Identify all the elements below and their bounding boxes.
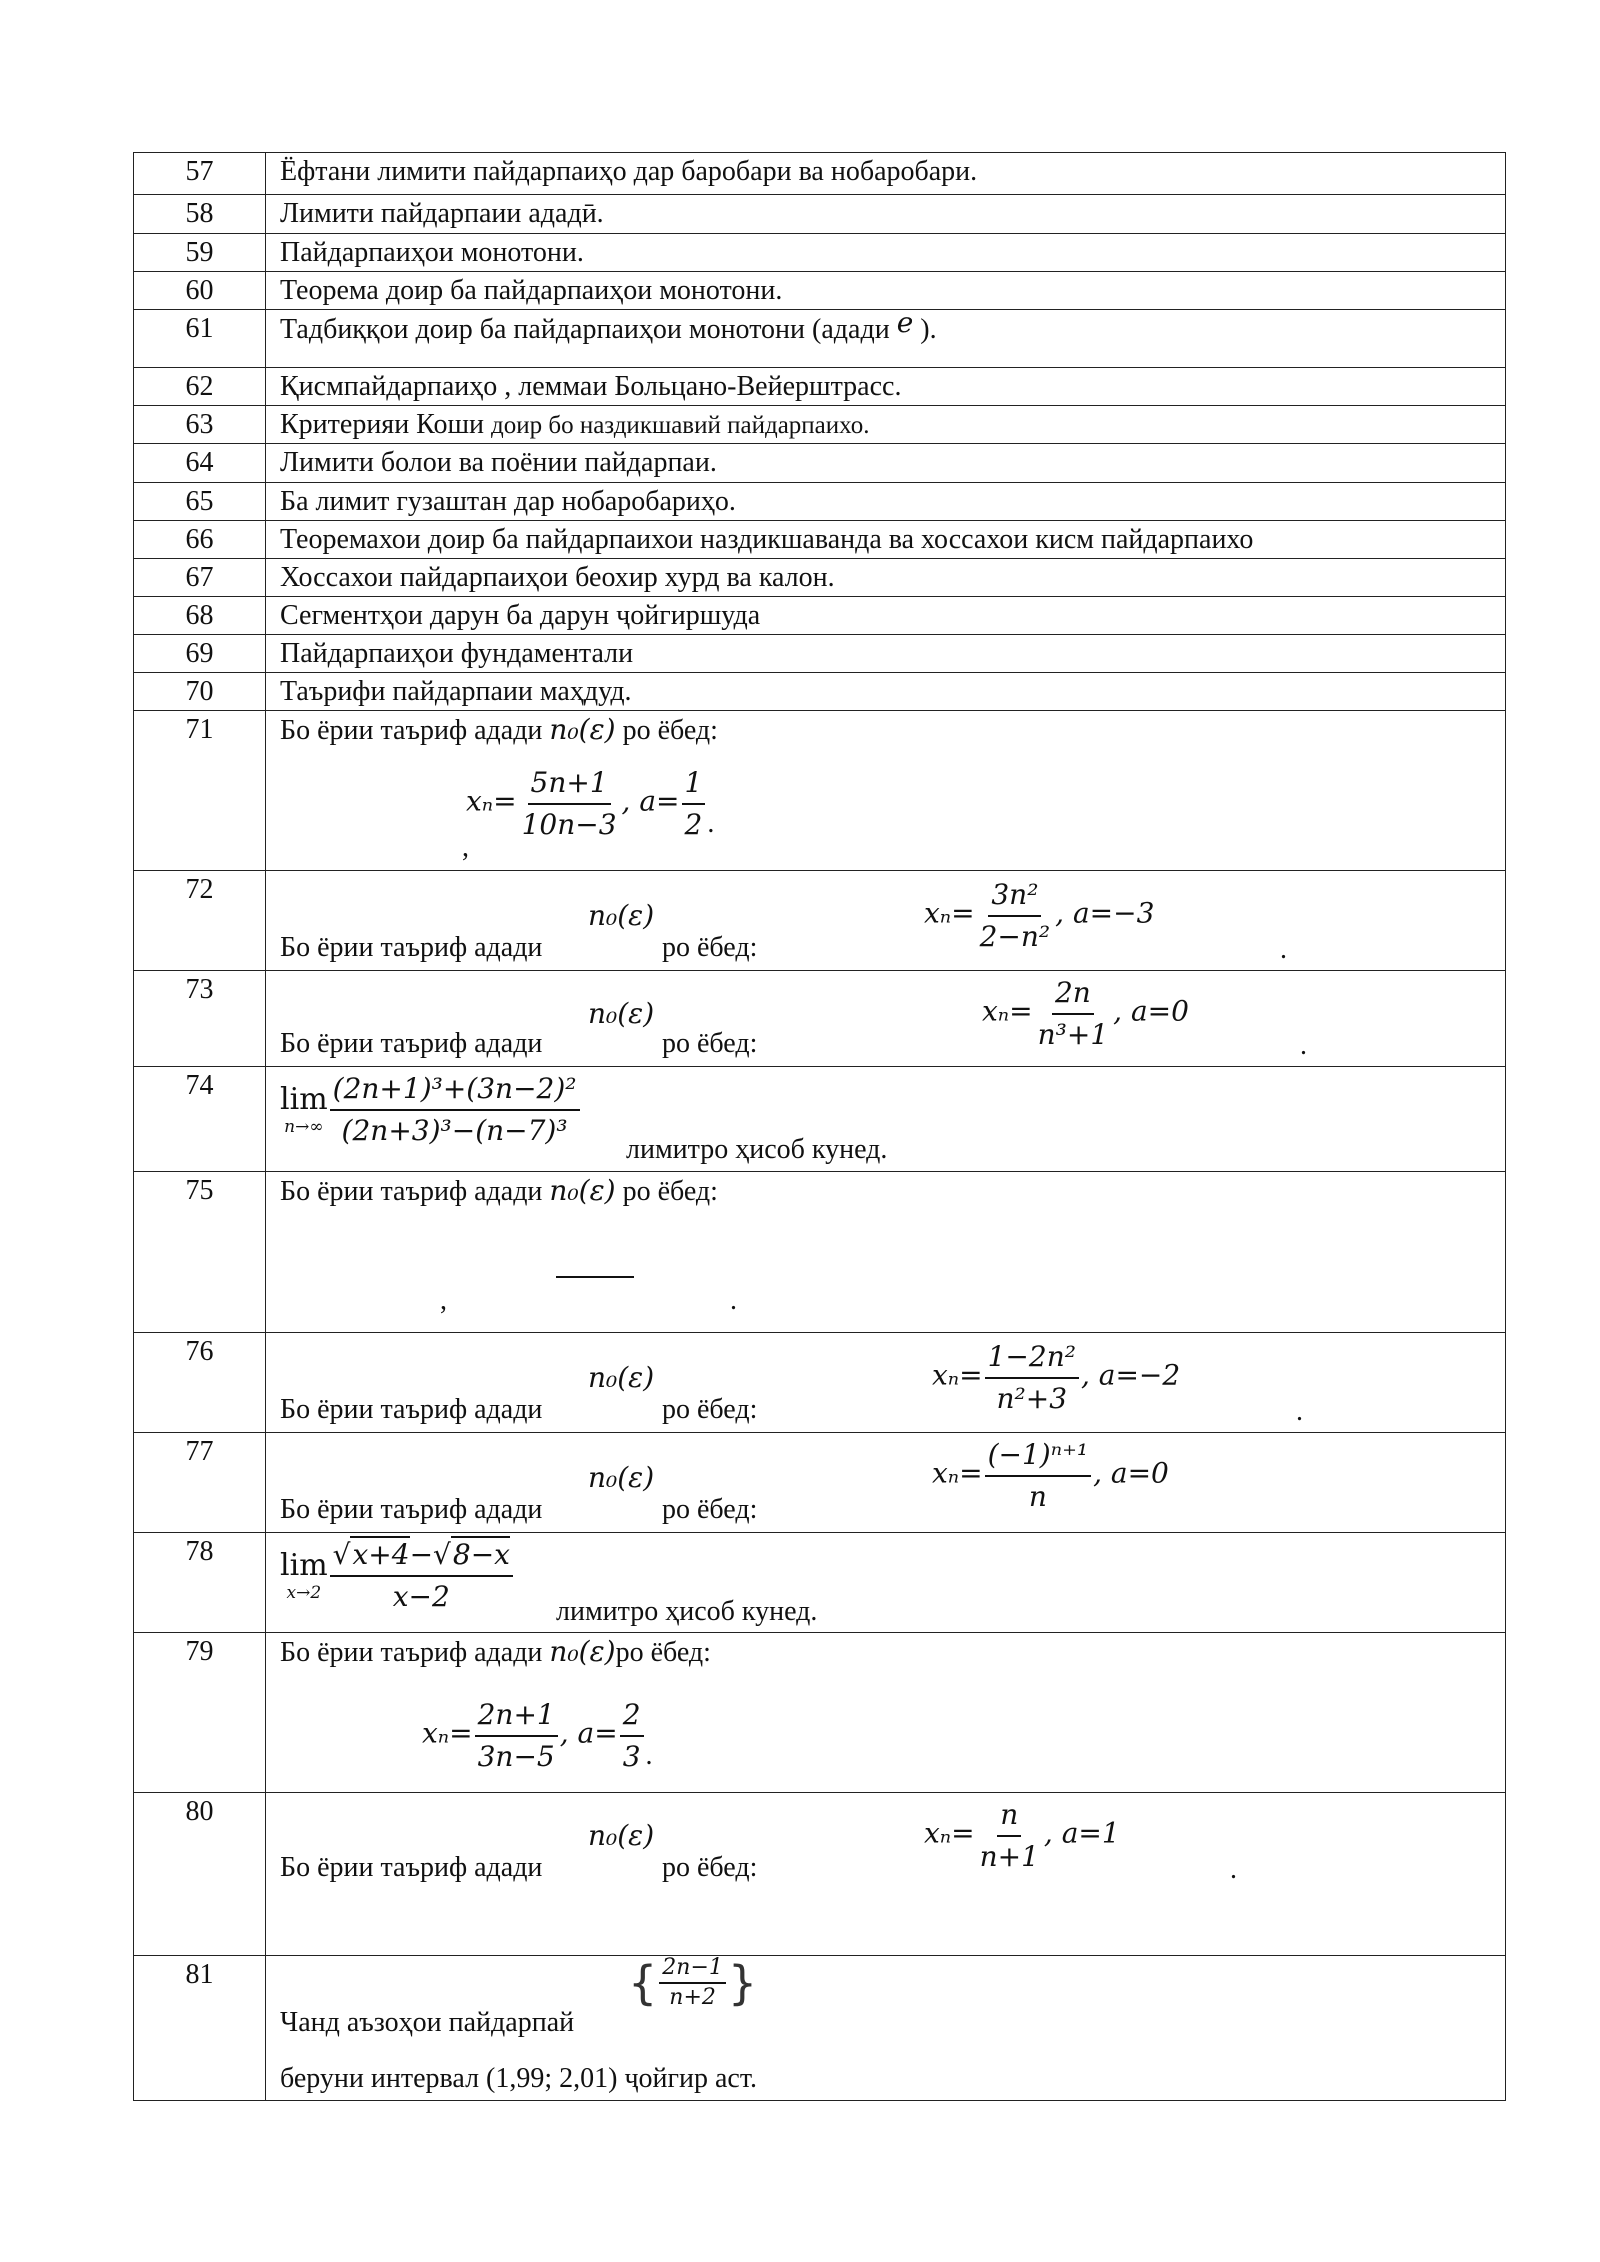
formula-limit: [280, 1069, 582, 1151]
table-row: [134, 1533, 1506, 1633]
row-number: 64: [134, 444, 266, 483]
fraction-denominator: 3n−5: [477, 1740, 555, 1773]
fraction-numerator: n: [997, 1795, 1021, 1837]
row-text: Сегментҳои дарун ба дарун ҷойгиршуда: [266, 597, 1506, 635]
math-n0-eps: n₀(ε): [588, 1461, 655, 1494]
row-text: Ёфтани лимити пайдарпаиҳо дар баробари ва нобаробари.: [266, 153, 1506, 195]
formula-period: .: [1280, 934, 1287, 965]
math-n0-eps: n₀(ε): [549, 713, 616, 746]
row-text: Ба лимит гузаштан дар нобаробариҳо.: [266, 483, 1506, 521]
fraction-denominator: 10n−3: [521, 808, 617, 841]
table-row: [134, 673, 1506, 711]
math-xn-label: xₙ=: [422, 1716, 473, 1750]
task-text-after: ро ёбед:: [662, 1852, 758, 1883]
task-text-after: ро ёбед:: [622, 1176, 718, 1207]
stray-comma: ,: [462, 832, 469, 863]
table-row: [134, 597, 1506, 635]
row-text: [266, 1333, 1506, 1433]
fraction-denominator: 2−n²: [979, 920, 1051, 953]
row-number: 66: [134, 521, 266, 559]
task-text: Бо ёрии таъриф адади: [280, 1028, 543, 1059]
row-text: [266, 1793, 1506, 1956]
row-text: [266, 711, 1506, 871]
table-row: [134, 195, 1506, 234]
task-text: Бо ёрии таъриф адади: [280, 1852, 543, 1883]
row-text-before: Тадбиққои доир ба пайдарпаиҳои монотони (адади: [280, 314, 890, 345]
sqrt-1: x+4: [352, 1538, 410, 1571]
math-xn-label: xₙ=: [924, 896, 975, 930]
formula-xn: [932, 1337, 1180, 1419]
row-number: 70: [134, 673, 266, 711]
row-text: Қисмпайдарпаиҳо , леммаи Больцано-Вейерштрасс.: [266, 368, 1506, 406]
table-row: [134, 1172, 1506, 1333]
row-number: 69: [134, 635, 266, 673]
row-number: 79: [134, 1633, 266, 1793]
math-xn-label: xₙ=: [466, 784, 517, 818]
task-text: Бо ёрии таъриф адади: [280, 1176, 543, 1207]
math-xn-label: xₙ=: [924, 1816, 975, 1850]
math-a-value: , a=−2: [1080, 1358, 1181, 1392]
fraction-numerator: 3n²: [988, 875, 1041, 917]
lim-word: lim: [280, 1548, 328, 1583]
math-n0-eps: n₀(ε): [588, 1361, 655, 1394]
sqrt-2: 8−x: [452, 1538, 510, 1571]
task-text: Бо ёрии таъриф адади: [280, 1494, 543, 1525]
row-text: [266, 971, 1506, 1067]
stray-comma: ,: [440, 1285, 447, 1316]
formula-xn: [422, 1695, 653, 1777]
row-text: Теоремахои доир ба пайдарпаихои наздикшаванда ва хоссахои кисм пайдарпаихо: [266, 521, 1506, 559]
minus-sign: −: [409, 1538, 434, 1571]
task-text: Бо ёрии таъриф адади: [280, 1394, 543, 1425]
row-text-main: Критерияи Коши: [280, 409, 491, 440]
formula-xn: [982, 973, 1189, 1055]
row-number: 65: [134, 483, 266, 521]
math-xn-label: xₙ=: [932, 1456, 983, 1490]
fraction-denominator: n+1: [979, 1840, 1039, 1873]
lim-subscript: n→∞: [284, 1117, 324, 1137]
fraction-denominator: n³+1: [1037, 1018, 1109, 1051]
row-number: 81: [134, 1956, 266, 2101]
task-text-after: ро ёбед:: [662, 1028, 758, 1059]
row-number: 77: [134, 1433, 266, 1533]
row-number: 59: [134, 234, 266, 272]
math-xn-label: xₙ=: [982, 994, 1033, 1028]
table-row: [134, 1433, 1506, 1533]
stray-period: .: [730, 1285, 737, 1316]
row-number: 67: [134, 559, 266, 597]
formula-xn: [924, 875, 1154, 957]
row-text: [266, 1633, 1506, 1793]
fraction-denominator: 2: [684, 808, 703, 841]
brace-left-icon: {: [628, 1956, 658, 2010]
task-text: лимитро ҳисоб кунед.: [556, 1596, 818, 1627]
formula-period: .: [645, 1740, 653, 1772]
lim-word: lim: [280, 1082, 328, 1117]
math-a-value: , a=0: [1093, 1456, 1169, 1490]
math-a-value: , a=1: [1043, 1816, 1120, 1850]
row-text: Хоссахои пайдарпаиҳои беохир хурд ва калон.: [266, 559, 1506, 597]
formula-xn: [924, 1795, 1120, 1877]
task-text: Бо ёрии таъриф адади: [280, 932, 543, 963]
table-row: [134, 521, 1506, 559]
table-row: [134, 406, 1506, 444]
row-number: 62: [134, 368, 266, 406]
table-row: [134, 871, 1506, 971]
problem-table: [133, 152, 1506, 2101]
fraction-numerator: (−1)ⁿ⁺¹: [985, 1435, 1091, 1477]
row-text: [266, 1533, 1506, 1633]
fraction-denominator: x−2: [392, 1580, 450, 1613]
fraction-numerator: 2n: [1052, 973, 1094, 1015]
row-number: 58: [134, 195, 266, 234]
task-text: лимитро ҳисоб кунед.: [626, 1134, 888, 1165]
table-row: [134, 635, 1506, 673]
formula-period: .: [1296, 1396, 1303, 1427]
table-row: [134, 1793, 1506, 1956]
table-row: [134, 310, 1506, 368]
row-text: [266, 406, 1506, 444]
fraction-bar: [556, 1276, 634, 1278]
math-a-value: , a=0: [1113, 994, 1189, 1028]
math-a-label: , a=: [621, 784, 680, 818]
task-text: Бо ёрии таъриф адади: [280, 715, 543, 746]
task-text-after: ро ёбед:: [622, 715, 718, 746]
row-number: 72: [134, 871, 266, 971]
formula-xn: [466, 763, 714, 845]
row-number: 78: [134, 1533, 266, 1633]
table-row: [134, 711, 1506, 871]
fraction-denominator: 3: [622, 1740, 641, 1773]
table-row: [134, 971, 1506, 1067]
fraction-numerator: 1: [682, 763, 706, 805]
formula-xn: [932, 1435, 1169, 1517]
fraction-numerator: 2n+1: [475, 1695, 558, 1737]
sqrt-sign: √: [433, 1538, 451, 1571]
task-text-after: ро ёбед:: [662, 1394, 758, 1425]
math-xn-label: xₙ=: [932, 1358, 983, 1392]
math-n0-eps: n₀(ε): [588, 1819, 655, 1852]
row-number: 74: [134, 1067, 266, 1172]
sqrt-sign: √: [332, 1538, 351, 1571]
table-row: [134, 1067, 1506, 1172]
fraction-denominator: n: [1028, 1480, 1047, 1513]
table-row: [134, 368, 1506, 406]
row-text-small: доир бо наздикшавий пайдарпаихо.: [491, 412, 870, 439]
row-number: 73: [134, 971, 266, 1067]
task-text-after: ро ёбед:: [662, 932, 758, 963]
formula-limit: [280, 1535, 515, 1617]
row-text: Лимити болои ва поёнии пайдарпаи.: [266, 444, 1506, 483]
table-row: [134, 559, 1506, 597]
row-number: 75: [134, 1172, 266, 1333]
fraction-numerator: 5n+1: [528, 763, 611, 805]
fraction-denominator: (2n+3)³−(n−7)³: [341, 1114, 568, 1147]
fraction-denominator: n+2: [669, 1985, 716, 2010]
row-number: 76: [134, 1333, 266, 1433]
math-n0-eps: n₀(ε): [588, 899, 655, 932]
table-row: [134, 1633, 1506, 1793]
math-n0-eps: n₀(ε): [549, 1635, 616, 1668]
row-text: [266, 306, 1506, 368]
row-text-after: ).: [920, 314, 937, 345]
row-text: Таърифи пайдарпаии маҳдуд.: [266, 673, 1506, 711]
formula-period: .: [1230, 1854, 1237, 1885]
fraction-numerator: 1−2n²: [985, 1337, 1079, 1379]
table-row: [134, 153, 1506, 195]
row-number: 61: [134, 310, 266, 368]
math-n0-eps: n₀(ε): [549, 1174, 616, 1207]
fraction-denominator: n²+3: [996, 1382, 1068, 1415]
table-row: [134, 1333, 1506, 1433]
row-text: [266, 1172, 1506, 1333]
row-text: [266, 871, 1506, 971]
row-text: [266, 1433, 1506, 1533]
fraction-numerator: 2: [620, 1695, 644, 1737]
row-number: 80: [134, 1793, 266, 1956]
table-row: [134, 444, 1506, 483]
fraction-numerator: 2n−1: [659, 1954, 726, 1984]
table-row: [134, 272, 1506, 310]
row-text: [266, 1067, 1506, 1172]
row-text: Теорема доир ба пайдарпаиҳои монотони.: [266, 272, 1506, 310]
brace-right-icon: }: [727, 1956, 758, 2010]
table-row: [134, 483, 1506, 521]
formula-period: .: [707, 808, 715, 840]
math-n0-eps: n₀(ε): [588, 997, 655, 1030]
task-text: Чанд аъзоҳои пайдарпай: [280, 2007, 575, 2038]
task-text-after: ро ёбед:: [615, 1637, 711, 1668]
fraction-numerator: (2n+1)³+(3n−2)²: [330, 1069, 580, 1111]
math-e: e: [896, 306, 914, 339]
task-text-line2: беруни интервал (1,99; 2,01) ҷойгир аст.: [280, 2063, 757, 2094]
formula-sequence: [628, 1954, 757, 2012]
task-text: Бо ёрии таъриф адади: [280, 1637, 550, 1668]
lim-subscript: x→2: [286, 1583, 322, 1603]
row-number: 60: [134, 272, 266, 310]
formula-period: .: [1300, 1030, 1307, 1061]
row-number: 57: [134, 153, 266, 195]
math-a-label: , a=: [559, 1716, 618, 1750]
row-number: 68: [134, 597, 266, 635]
row-number: 63: [134, 406, 266, 444]
row-text: Пайдарпаиҳои монотони.: [266, 234, 1506, 272]
row-text: Лимити пайдарпаии ададӣ.: [266, 195, 1506, 234]
task-text-after: ро ёбед:: [662, 1494, 758, 1525]
row-number: 71: [134, 711, 266, 871]
row-text: [266, 1956, 1506, 2101]
table-row: [134, 1956, 1506, 2101]
row-text: Пайдарпаиҳои фундаментали: [266, 635, 1506, 673]
table-row: [134, 234, 1506, 272]
math-a-value: , a=−3: [1055, 896, 1155, 930]
